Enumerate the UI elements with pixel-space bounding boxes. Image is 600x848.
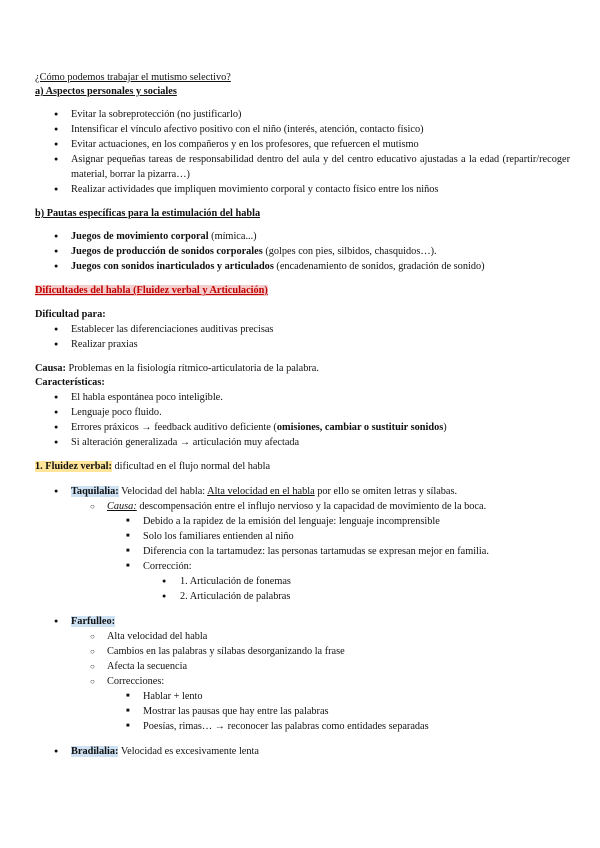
list-item: ● Establecer las diferenciaciones auditivas precisas — [35, 322, 570, 337]
list-item: ● Si alteración generalizada → articulación muy afectada — [35, 435, 570, 450]
document-page — [35, 71, 570, 759]
caracteristicas-label: Características: — [35, 377, 105, 388]
fluidez-heading: 1. Fluidez verbal: dificultad en el flujo normal del habla — [35, 461, 271, 472]
list-item: ● Lenguaje poco fluido. — [35, 405, 570, 420]
list-item: ● Realizar praxias — [35, 337, 570, 352]
list-item: ○ Alta velocidad del habla — [35, 629, 570, 644]
section-b-heading: b) Pautas específicas para la estimulación del habla — [35, 208, 261, 219]
list-item: ● 1. Articulación de fonemas — [35, 574, 570, 589]
bradilalia-list — [35, 744, 570, 759]
difficulties-title: Dificultades del habla (Fluidez verbal y Articulación) — [35, 285, 268, 296]
list-item: ● Juegos de movimiento corporal (mímica...) — [35, 229, 570, 244]
list-item: ● Juegos con sonidos inarticulados y articulados (encadenamiento de sonidos, gradación de sonido) — [35, 259, 570, 274]
dificultad-list — [35, 322, 570, 352]
list-item: ■ Hablar + lento — [35, 689, 570, 704]
taquilalia-item: ● Taquilalia: Velocidad del habla: Alta velocidad en el habla por ello se omiten letras y sílabas. — [35, 484, 570, 499]
list-item: ■ Diferencia con la tartamudez: las personas tartamudas se expresan mejor en familia. — [35, 544, 570, 559]
list-item: ● Evitar la sobreprotección (no justificarlo) — [35, 107, 570, 122]
taquilalia-causa: ○ Causa: descompensación entre el influjo nervioso y la capacidad de movimiento de la boca. — [35, 499, 570, 514]
bradilalia-item: ● Bradilalia: Velocidad es excesivamente lenta — [35, 744, 570, 759]
list-item: ● Juegos de producción de sonidos corporales (golpes con pies, silbidos, chasquidos…). — [35, 244, 570, 259]
list-item: ○ Cambios en las palabras y sílabas desorganizando la frase — [35, 644, 570, 659]
list-item: ● Realizar actividades que impliquen movimiento corporal y contacto físico entre los niños — [35, 182, 570, 197]
list-item: ■ Poesías, rimas… → reconocer las palabras como entidades separadas — [35, 719, 570, 734]
list-item: ● 2. Articulación de palabras — [35, 589, 570, 604]
list-item: ● Asignar pequeñas tareas de responsabilidad dentro del aula y del centro educativo ajustadas a la edad (repartir/recoger material, borrar la pizarra…) — [35, 152, 570, 182]
list-item: ■ Corrección: — [35, 559, 570, 574]
caracteristicas-list — [35, 390, 570, 450]
list-item: ■ Debido a la rapidez de la emisión del lenguaje: lenguaje incomprensible — [35, 514, 570, 529]
list-item: ■ Mostrar las pausas que hay entre las palabras — [35, 704, 570, 719]
causa-line: Causa: Problemas en la fisiología rítmico-articulatoria de la palabra. — [35, 363, 319, 374]
farfulleo-list — [35, 614, 570, 734]
fluidez-list — [35, 484, 570, 604]
dificultad-label: Dificultad para: — [35, 309, 106, 320]
list-item: ● Intensificar el vínculo afectivo positivo con el niño (interés, atención, contacto físico) — [35, 122, 570, 137]
list-item: ● El habla espontánea poco inteligible. — [35, 390, 570, 405]
section-a-heading: a) Aspectos personales y sociales — [35, 86, 177, 97]
intro-question: ¿Cómo podemos trabajar el mutismo selectivo? — [35, 72, 231, 83]
list-item: ○ Correcciones: — [35, 674, 570, 689]
list-item: ● Evitar actuaciones, en los compañeros y en los profesores, que refuercen el mutismo — [35, 137, 570, 152]
list-item: ○ Afecta la secuencia — [35, 659, 570, 674]
section-a-list — [35, 107, 570, 197]
list-item: ■ Solo los familiares entienden al niño — [35, 529, 570, 544]
section-b-list — [35, 229, 570, 274]
list-item: ● Errores práxicos → feedback auditivo deficiente (omisiones, cambiar o sustituir sonidos) — [35, 420, 570, 435]
farfulleo-item: ● Farfulleo: — [35, 614, 570, 629]
